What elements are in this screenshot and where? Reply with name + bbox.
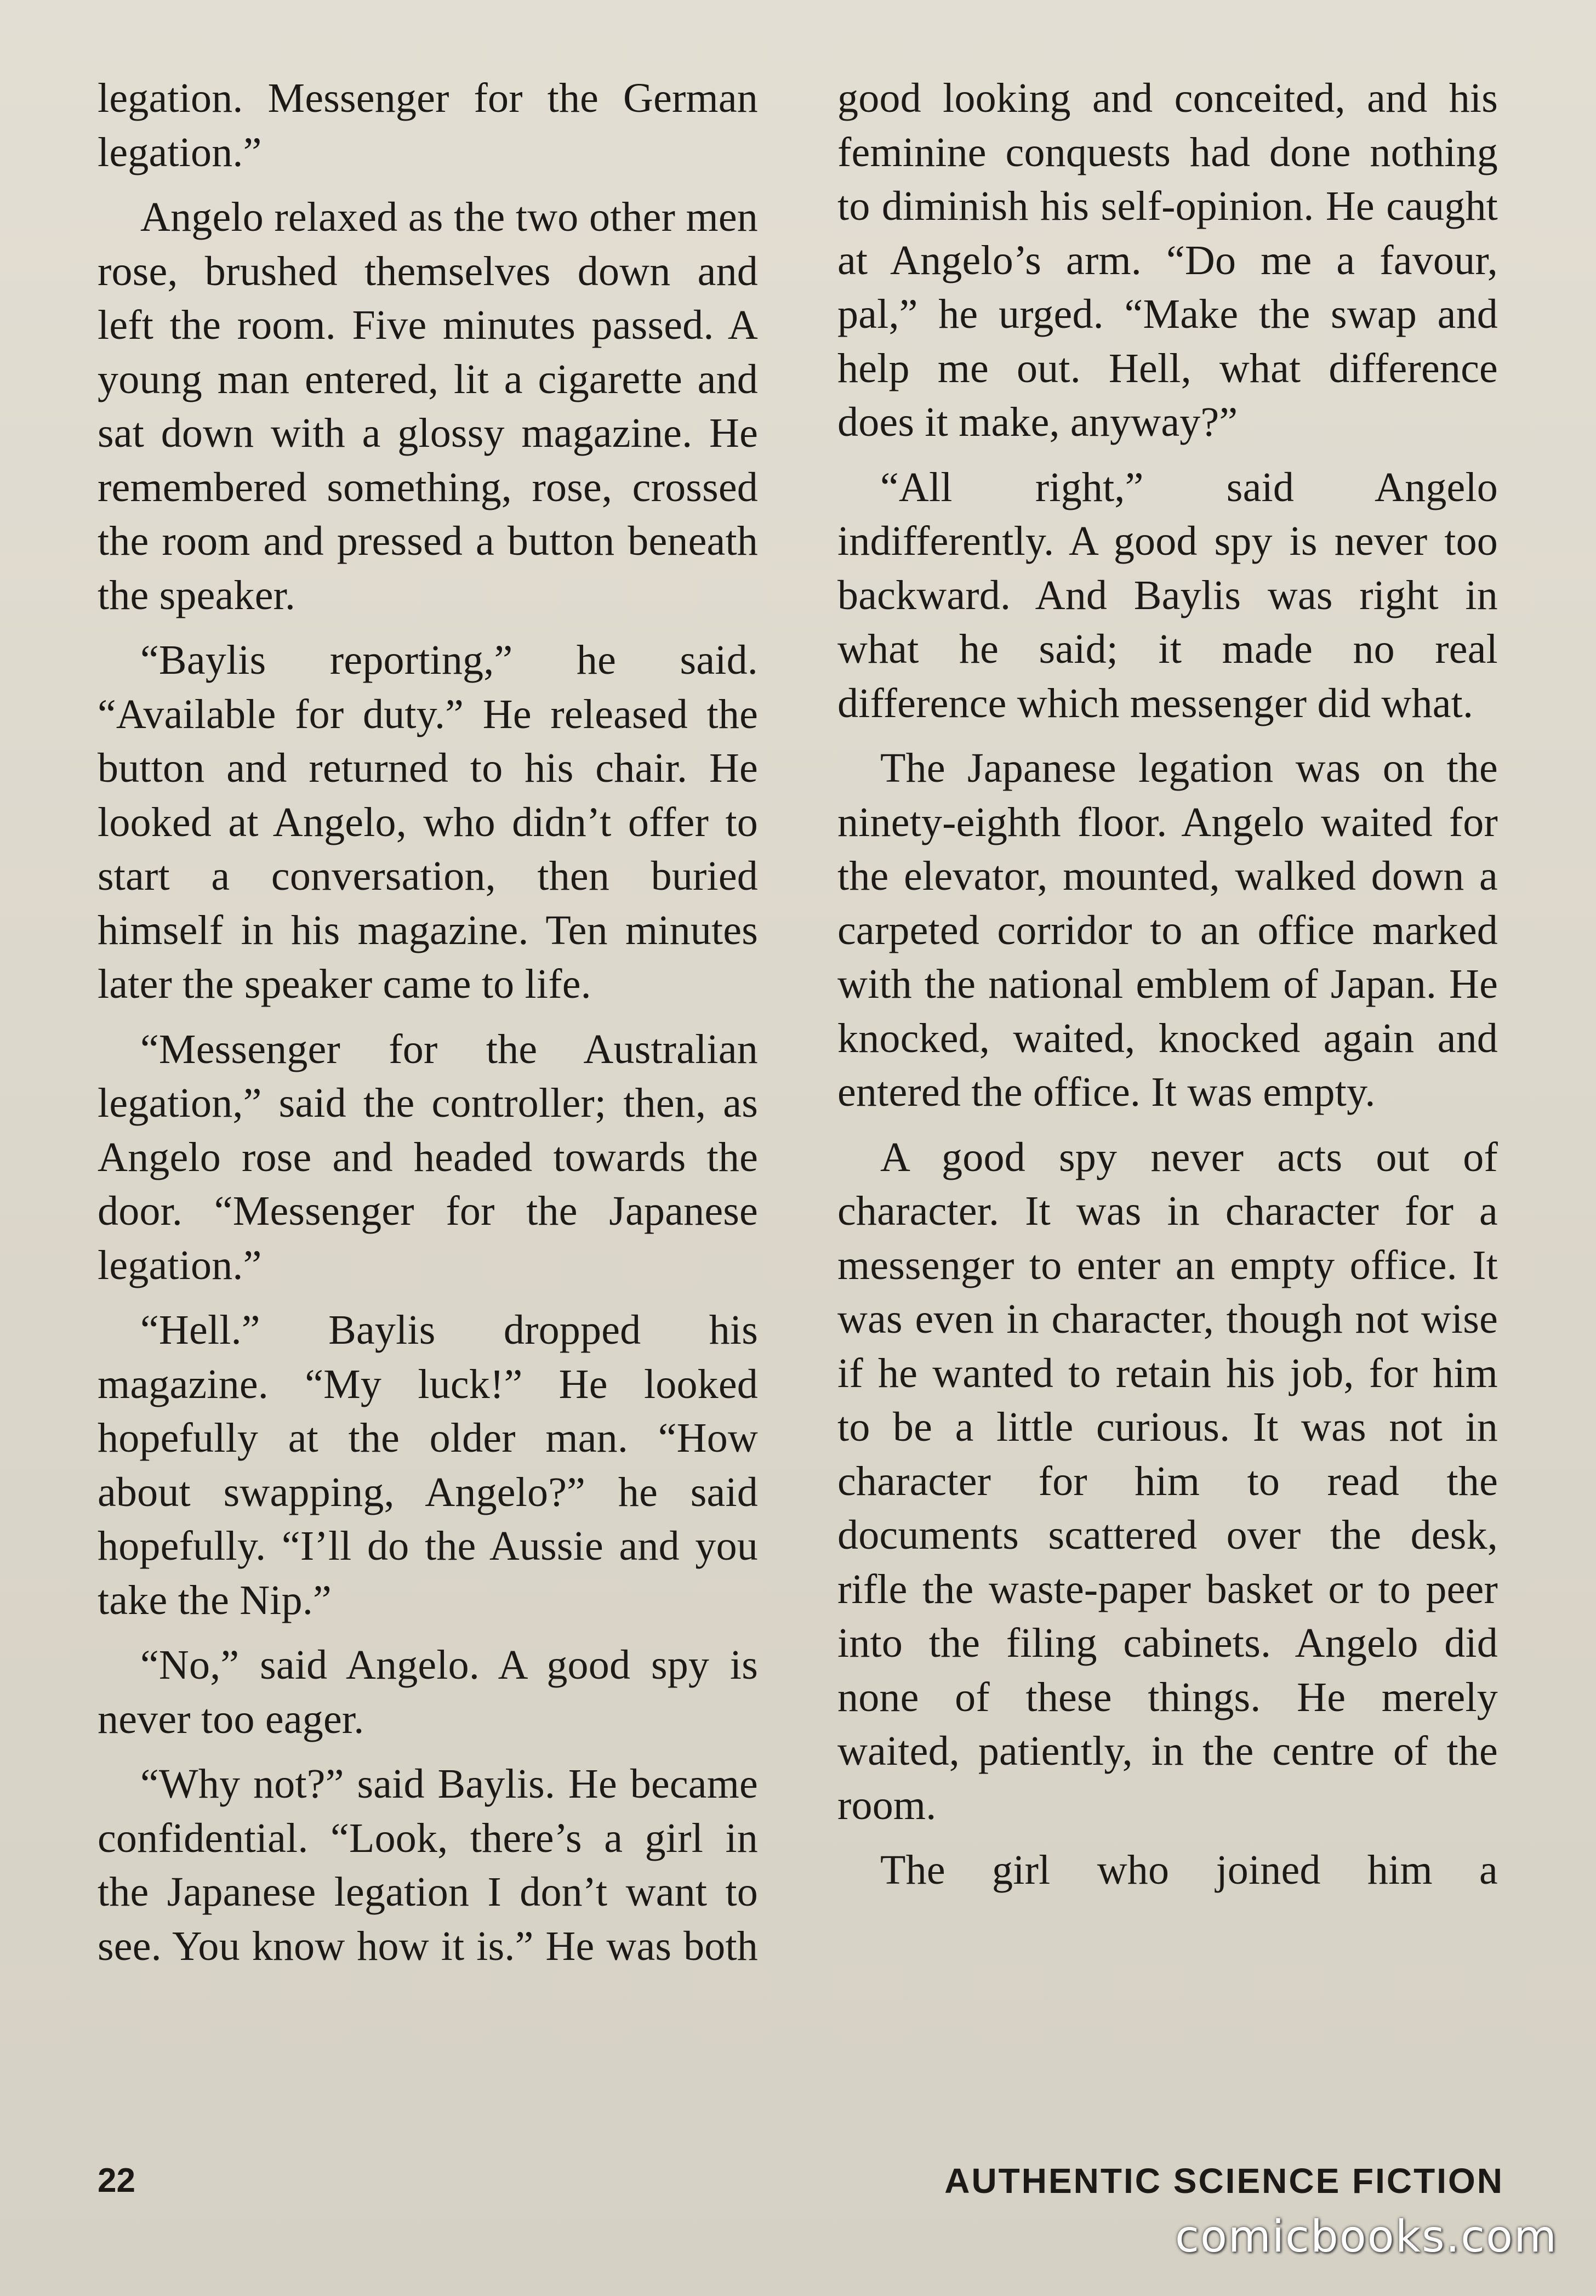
paragraph: “Baylis reporting,” he said. “Available for duty.” He released the button and returned to his chair. He looked at Angelo, who didn’t offer to start a conversation, then buried himself in his magazine. Ten minutes later the speaker came to life. bbox=[98, 637, 758, 1007]
paragraph: The Japanese legation was on the ninety-eighth floor. Angelo waited for the elevator, mounted, walked down a carpeted corridor to an office marked with the national emblem of Japan. He knocked, waited, knocked again and entered the office. It was empty. bbox=[837, 745, 1498, 1115]
paragraph: good looking and conceited, and his feminine conquests had done nothing to diminish his self-opinion. He caught at Angelo’s arm. “Do me a favour, pal,” he urged. “Make the swap and help me out. Hell, what difference does it make, anyway?” bbox=[837, 75, 1498, 445]
paragraph: A good spy never acts out of character. It was in character for a messenger to enter an empty office. It was even in character, though not wise if he wanted to retain his job, for him to be a little curious. It was not in character for him to read the documents scattered over the desk, rifle the waste-paper basket or to peer into the filing cabinets. Angelo did none of these things. He merely waited, patiently, in the centre of the room. bbox=[837, 1134, 1498, 1828]
page-number: 22 bbox=[98, 2162, 135, 2200]
paragraph: Angelo relaxed as the two other men rose, brushed themselves down and left the room. Five minutes passed. A young man entered, lit a cigarette and sat down with a glossy magazine. He remembered something, rose, crossed the room and pressed a button beneath the speaker. bbox=[98, 194, 758, 618]
paragraph: The girl who joined him a bbox=[880, 1847, 1498, 1893]
paragraph: “All right,” said Angelo indifferently. A good spy is never too backward. And Baylis was right in what he said; it made no real difference which messenger did what. bbox=[837, 464, 1498, 726]
running-footer-title: AUTHENTIC SCIENCE FICTION bbox=[944, 2161, 1504, 2201]
watermark: comicbooks.com bbox=[1175, 2211, 1558, 2262]
left-column bbox=[98, 71, 758, 1984]
paragraph: “Messenger for the Australian legation,” said the controller; then, as Angelo rose and headed towards the door. “Messenger for the Japanese legation.” bbox=[98, 1026, 758, 1288]
paragraph: “Hell.” Baylis dropped his magazine. “My luck!” He looked hopefully at the older man. “How about swapping, Angelo?” he said hopefully. “I’ll do the Aussie and you take the Nip.” bbox=[98, 1307, 758, 1623]
right-column bbox=[837, 71, 1498, 1908]
paragraph: legation. Messenger for the German legation.” bbox=[98, 75, 758, 175]
paragraph: “No,” said Angelo. A good spy is never too eager. bbox=[98, 1642, 758, 1742]
paragraph: “Why not?” said Baylis. He became confidential. “Look, there’s a girl in the Japanese legation I don’t want to see. You know how it is.” He was both bbox=[98, 1761, 758, 1969]
